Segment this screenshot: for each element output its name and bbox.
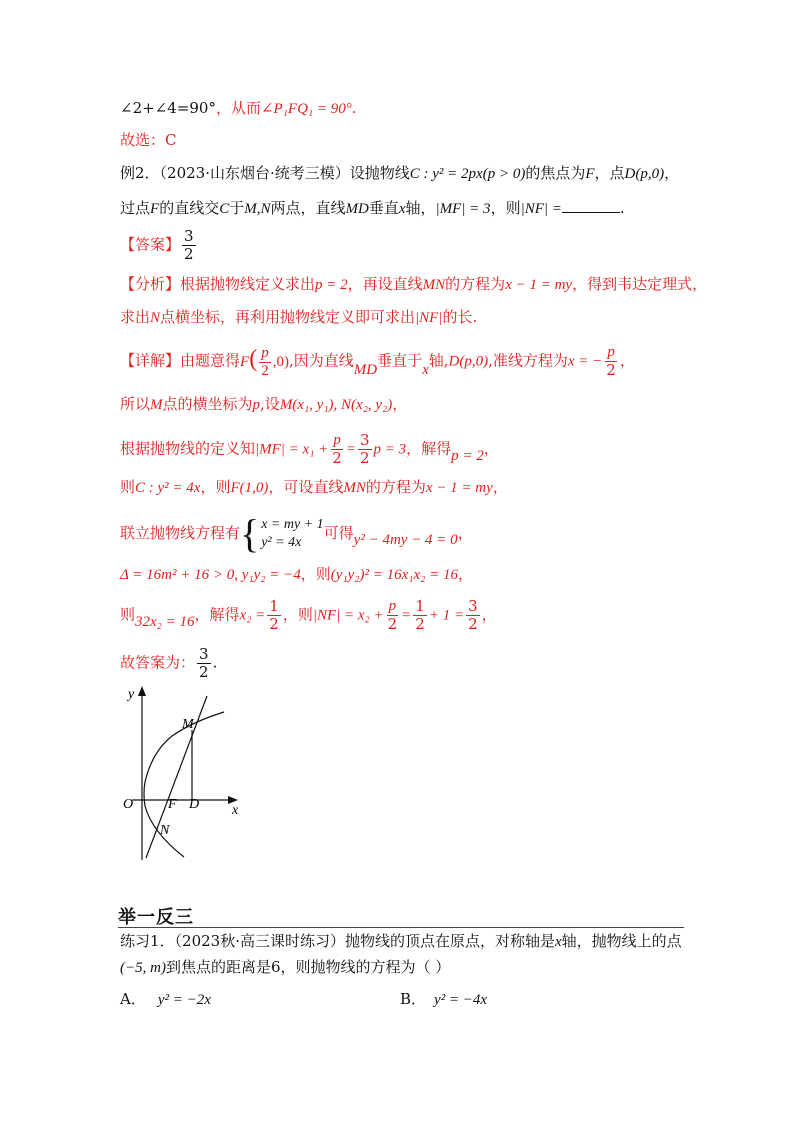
section-title: 举一反三 <box>118 907 194 928</box>
open-paren: ( <box>249 345 258 372</box>
numerator: 1 <box>415 597 425 615</box>
answer-line <box>120 228 198 263</box>
text: 故答案为： <box>120 653 196 672</box>
label-m: M <box>182 717 194 732</box>
text: 根据抛物线的定义知 <box>120 439 256 458</box>
angle-p1fq1: ∠P₁FQ₁ = 90° <box>260 101 352 117</box>
line-angle-result <box>120 97 357 120</box>
equation: p = 3 <box>373 441 407 458</box>
nf-equation: |NF| = x₂ + <box>312 607 384 624</box>
option-b-label: B． <box>400 990 427 1008</box>
denominator: 2 <box>606 361 616 379</box>
option-b-equation: y² = −4x <box>434 992 488 1008</box>
text: 轴， <box>405 199 436 217</box>
detail-line1 <box>120 344 635 380</box>
denominator: 2 <box>184 245 194 263</box>
p-value: p = 2 <box>315 277 348 293</box>
example2-line1 <box>120 162 679 185</box>
answer-fraction <box>182 228 196 263</box>
line-md: MD <box>353 361 378 378</box>
text: ，再设直线 <box>347 275 423 293</box>
text: 则 <box>120 605 136 624</box>
text: ，则 <box>200 478 231 496</box>
text: 求出 <box>120 308 151 326</box>
text: 则 <box>120 478 136 496</box>
parabola-curve <box>144 712 224 857</box>
text: ， <box>481 605 497 624</box>
x-var: x <box>422 361 429 378</box>
text: ,设 <box>260 395 280 413</box>
example2-line2 <box>120 197 625 220</box>
choice-text: 故选：C <box>120 131 177 149</box>
detail-line2 <box>120 393 407 416</box>
text: 可得 <box>323 524 354 542</box>
discriminant: Δ = 16m² + 16 > 0, y₁y₂ = −4 <box>120 567 301 583</box>
text: 点横坐标，再利用抛物线定义即可求出 <box>160 308 416 326</box>
text: ，解得 <box>194 605 240 624</box>
fraction <box>413 598 427 633</box>
exercise1-line1 <box>120 930 682 953</box>
text: 联立抛物线方程有 <box>120 524 241 542</box>
detail-line7 <box>120 598 497 633</box>
text: 轴, <box>428 351 449 370</box>
product-equation: (y₁y₂)² = 16x₁x₂ = 16 <box>330 567 458 583</box>
point-d: D(p,0) <box>624 166 665 182</box>
text: ， <box>457 524 473 542</box>
numerator: p <box>388 598 397 614</box>
period: . <box>351 99 357 117</box>
focus-f: F <box>150 201 160 217</box>
p-over-2 <box>259 345 271 380</box>
text: 垂直 <box>368 199 399 217</box>
focus-f: F <box>240 353 250 370</box>
fraction <box>330 432 344 467</box>
x2: x₂ = <box>239 607 266 624</box>
parabola-equation: C : y² = 2px(p > 0) <box>409 166 526 182</box>
p-var: p <box>252 397 261 413</box>
line-mn: MN <box>343 480 366 496</box>
points-mn: M,N <box>244 201 271 217</box>
numerator: 1 <box>269 597 279 615</box>
text: 过点 <box>120 199 151 217</box>
text: ，可设直线 <box>268 478 344 496</box>
text: 于 <box>229 199 245 217</box>
point-m: M <box>150 397 163 413</box>
denominator: 2 <box>415 615 425 633</box>
period: . <box>619 199 625 217</box>
text: ,因为直线 <box>288 351 354 370</box>
label-x: x <box>232 803 239 818</box>
focus-coords: F(1,0) <box>230 480 269 496</box>
section-rule <box>118 927 684 928</box>
text: ，解得 <box>406 439 452 458</box>
text: ，得到韦达定理式， <box>572 275 708 293</box>
text: ，则 <box>282 605 313 624</box>
analysis-line2 <box>120 306 477 329</box>
line-equation: x − 1 = my <box>425 480 493 496</box>
option-a-equation: y² = −2x <box>157 992 211 1008</box>
text: ， <box>457 565 473 583</box>
mf-definition: |MF| = x₁ + <box>255 441 329 458</box>
exercise1-label: 练习1．（2023秋·高三课时练习）抛物线的顶点在原点，对称轴是 <box>120 932 555 950</box>
final-fraction <box>197 646 211 681</box>
p-value: p = 2 <box>451 447 484 464</box>
text: ，则 <box>300 565 331 583</box>
numerator: 3 <box>359 431 370 449</box>
numerator: p <box>607 344 615 360</box>
system-row: x = my + 1 <box>261 517 324 532</box>
label-y: y <box>128 687 135 702</box>
system-row: y² = 4x <box>261 535 302 550</box>
parabola-c: C : y² = 4x <box>135 480 201 496</box>
text: 所以 <box>120 395 151 413</box>
label-d: D <box>189 797 200 812</box>
label-o: O <box>123 797 134 812</box>
text: ， <box>492 478 508 496</box>
point-n: N <box>150 310 161 326</box>
option-b[interactable] <box>400 988 487 1011</box>
denominator: 2 <box>332 449 342 467</box>
fraction <box>386 598 400 633</box>
text: ， <box>483 439 499 458</box>
detail-line3 <box>120 432 499 467</box>
text: 两点，直线 <box>270 199 346 217</box>
x2-equation: 32x₂ = 16 <box>135 613 195 630</box>
coord-tail: ,0) <box>272 353 289 370</box>
sum: + 1 = <box>428 607 465 624</box>
text: 由题意得 <box>180 351 241 370</box>
answer-label: 【答案】 <box>120 235 181 254</box>
analysis-line1 <box>120 273 707 296</box>
angle-sum-text: ∠2+∠4=90° <box>120 99 216 117</box>
numerator: 3 <box>199 645 209 663</box>
text: ， <box>392 395 408 413</box>
text: ,准线方程为 <box>488 351 568 370</box>
line-mn: MN <box>422 277 446 293</box>
curve-c: C <box>219 201 230 217</box>
exercise1-line2 <box>120 956 450 979</box>
numerator: 3 <box>468 597 478 615</box>
final-answer-line <box>120 646 217 681</box>
denominator: 2 <box>359 449 370 467</box>
text: 点的横坐标为 <box>162 395 253 413</box>
option-a[interactable] <box>120 988 211 1011</box>
text: 的方程为 <box>365 478 426 496</box>
choice-line <box>120 129 176 151</box>
label-n: N <box>160 823 170 838</box>
answer-blank <box>562 198 620 213</box>
line-mn <box>146 696 207 858</box>
denominator: 2 <box>261 362 269 379</box>
line-equation: x − 1 = my <box>505 277 573 293</box>
brace: { <box>240 511 260 556</box>
numerator: p <box>333 432 341 448</box>
label-f: F <box>168 797 177 812</box>
x-var: x <box>555 934 562 950</box>
nf-abs: |NF| <box>415 310 443 326</box>
text: ， <box>664 164 680 182</box>
numerator: p <box>261 344 269 361</box>
y-axis-arrow <box>138 686 146 696</box>
detail-line5 <box>120 511 473 556</box>
fraction <box>466 598 480 633</box>
numerator: 3 <box>184 227 194 245</box>
mf-length: |MF| = 3 <box>435 201 491 217</box>
detail-line6 <box>120 563 473 586</box>
denominator: 2 <box>468 615 478 633</box>
text: 的长. <box>442 308 478 326</box>
system-rows <box>261 516 323 552</box>
equals: = <box>401 607 412 624</box>
text: 的方程为 <box>445 275 506 293</box>
text: ， <box>619 351 635 370</box>
nf-length: |NF| = <box>520 201 562 217</box>
line-md: MD <box>345 201 369 217</box>
focus-f: F <box>585 166 595 182</box>
detail-label: 【详解】 <box>120 351 181 370</box>
directrix-fraction <box>604 344 618 379</box>
denominator: 2 <box>269 615 279 633</box>
therefore-text: ，从而 <box>215 99 261 117</box>
denominator: 2 <box>387 615 398 633</box>
directrix: x = − <box>567 353 603 370</box>
parabola-figure <box>112 682 272 872</box>
text: 的焦点为 <box>525 164 586 182</box>
text: 到焦点的距离是6，则抛物线的方程为（ ） <box>165 958 451 976</box>
text: 轴，抛物线上的点 <box>561 932 682 950</box>
option-a-label: A． <box>120 990 146 1008</box>
analysis-label: 【分析】 <box>120 275 181 293</box>
quadratic-equation: y² − 4my − 4 = 0 <box>353 532 458 548</box>
text: 垂直于 <box>377 351 423 370</box>
denominator: 2 <box>199 663 209 681</box>
point: (−5, m) <box>120 960 166 976</box>
period: . <box>212 653 218 672</box>
focus-coordinates <box>240 344 289 379</box>
example2-label: 例2．（2023·山东烟台·统考三模）设抛物线 <box>120 164 410 182</box>
detail-line4 <box>120 476 508 499</box>
equals: = <box>345 441 356 458</box>
equation-system <box>240 511 324 556</box>
text: ，则 <box>490 199 521 217</box>
fraction <box>358 432 372 467</box>
x-var: x <box>398 201 406 217</box>
text: ，点 <box>594 164 625 182</box>
text: 的直线交 <box>159 199 220 217</box>
text: 根据抛物线定义求出 <box>180 275 316 293</box>
fraction <box>267 598 281 633</box>
point-d: D(p,0) <box>448 353 489 370</box>
points-mn-coords: M(x₁, y₁), N(x₂, y₂) <box>279 397 393 413</box>
